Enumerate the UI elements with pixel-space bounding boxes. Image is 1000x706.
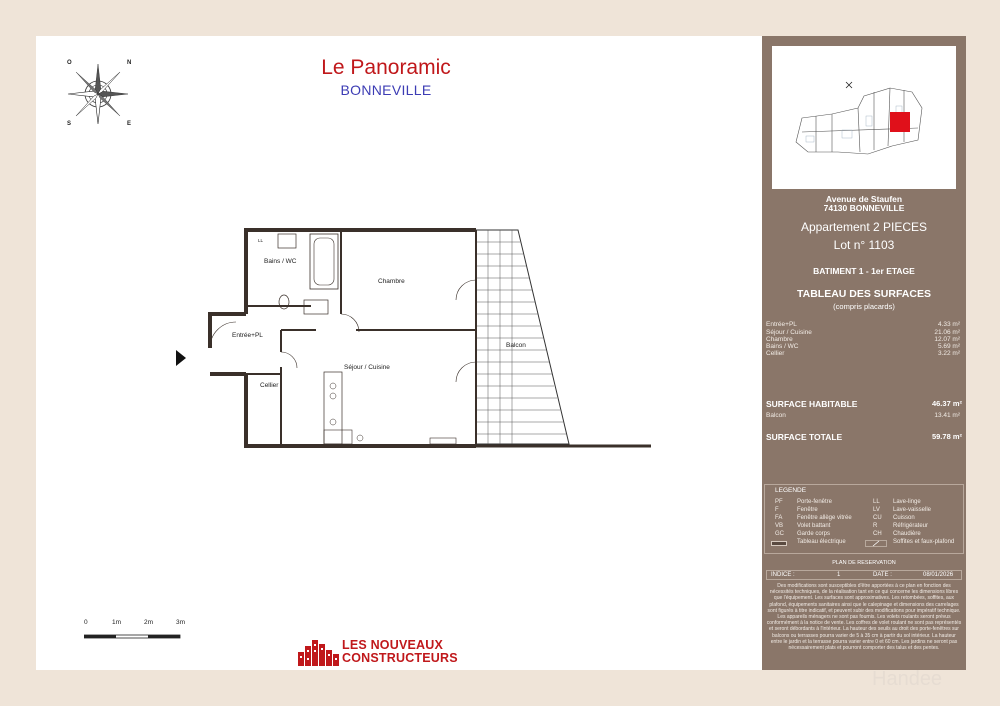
legend-code: CH (873, 531, 882, 537)
electrical-panel-icon (771, 541, 787, 546)
balcon-row (766, 412, 960, 419)
legend-code: F (775, 507, 779, 513)
scale-label-3m: 3m (176, 619, 186, 626)
surface-habitable-label: SURFACE HABITABLE (766, 399, 858, 409)
surface-habitable-value: 46.37 m² (931, 399, 962, 408)
surface-label: Cellier (766, 350, 785, 357)
reservation-title: PLAN DE RESERVATION (832, 560, 896, 566)
scale-label-0: 0 (84, 619, 88, 626)
residence-title: Le Panoramic (321, 56, 451, 79)
room-label-sejour: Séjour / Cuisine (344, 364, 390, 371)
balcon-value: 13.41 m² (934, 412, 960, 419)
balcon-label: Balcon (766, 412, 786, 419)
surface-value: 3.22 m² (937, 350, 960, 357)
legend-code: CU (873, 515, 882, 521)
key-plan-graphic (772, 46, 956, 189)
legend-text: Cuisson (893, 515, 915, 521)
surface-value: 12.07 m² (934, 336, 960, 343)
legend-code: R (873, 523, 878, 529)
legend-text: Lave-vaisselle (893, 507, 932, 513)
compass-rose-icon (62, 58, 134, 130)
legend-text: Fenêtre allège vitrée (797, 515, 852, 521)
logo-line2: CONSTRUCTEURS (342, 651, 458, 665)
building-floor: BATIMENT 1 - 1er ETAGE (813, 266, 915, 276)
index-value: 1 (837, 572, 841, 578)
legend-text: Lave-linge (893, 499, 921, 505)
room-label-bains: Bains / WC (264, 258, 297, 265)
legend-code: FA (775, 515, 783, 521)
date-value: 08/01/2026 (923, 572, 954, 578)
surface-label: Entrée+PL (766, 321, 797, 328)
info-panel (762, 36, 966, 670)
legend-box (764, 484, 964, 554)
compass-label-s: S (67, 121, 72, 127)
surface-value: 4.33 m² (937, 321, 960, 328)
compass-label-o: O (67, 60, 72, 66)
legend-text: Réfrigérateur (893, 523, 929, 529)
scale-label-2m: 2m (144, 619, 154, 626)
index-label: INDICE : (771, 572, 795, 578)
soffit-icon (865, 540, 887, 547)
legend-code: LL (873, 499, 880, 505)
legend-code: GC (775, 531, 784, 537)
surface-label: Chambre (766, 336, 793, 343)
compass-label-n: N (127, 60, 132, 66)
surface-table-title: TABLEAU DES SURFACES (797, 288, 931, 300)
date-label: DATE : (873, 572, 892, 578)
disclaimer-text: Des modifications sont susceptibles d'être apportées à ce plan en fonction des nécessités techniques, de la réalisation tant en ce qui concerne les dimensions libres que l'équipement. Les surfaces sont approximatives. Les retombées, soffites, aux plafond, équipements sanitaires ainsi que le calepinage et dimensions des carrelages sont figurés à titre indicatif, et peuvent subir des modifications pour impératif technique. Les appareils ménagers ne sont pas fournis. Les volets roulants seront prévus conformément à la notice de vente. Les coffres de volet roulant ne sont pas représentés et seront débordants à l'intérieur. La hauteur des seuils au droit des porte-fenêtres sur balcons ou terrasses pourra varier de 5 à 35 cm à partir du sol intérieur. La hauteur entre le jardin et la terrasse pourra varier entre 0 et 60 cm. Les jardins ne seront pas nécessairement plats et pourront comporter des talus et des pentes. (766, 583, 962, 652)
apartment-type: Appartement 2 PIECES (800, 220, 928, 234)
scale-bar (84, 619, 186, 646)
room-label-ll: LL (258, 238, 264, 243)
legend-text: Volet battant (797, 523, 831, 529)
surface-totale-value: 59.78 m² (931, 432, 962, 441)
surface-label: Séjour / Cuisine (766, 329, 812, 336)
plan-header (286, 56, 486, 98)
scale-bar-graphic (84, 633, 184, 641)
surface-row (766, 321, 960, 328)
compass-label-e: E (127, 121, 132, 127)
surface-value: 21.06 m² (934, 329, 960, 336)
building-key-plan (772, 46, 956, 189)
company-logo (298, 636, 478, 668)
address-line2: 74130 BONNEVILLE (823, 203, 905, 213)
logo-mark-icon (298, 638, 340, 666)
legend-text: Chaudière (893, 531, 921, 537)
plan-sheet (36, 36, 762, 670)
legend-text: Porte-fenêtre (797, 499, 833, 505)
surface-row (766, 336, 960, 343)
surface-habitable-row (766, 399, 962, 409)
surface-row (766, 343, 960, 350)
surface-label: Bains / WC (766, 343, 799, 350)
surface-row (766, 350, 960, 357)
legend-code: LV (873, 507, 880, 513)
legend-text: Soffites et faux-plafond (893, 539, 955, 545)
address-line1: Avenue de Staufen (825, 194, 903, 204)
surface-row (766, 329, 960, 336)
legend-text: Fenêtre (797, 507, 818, 513)
surface-table-subtitle: (compris placards) (833, 302, 895, 311)
index-date-row (766, 570, 962, 580)
lot-number: Lot n° 1103 (833, 238, 895, 252)
surface-totale-row (766, 432, 962, 442)
legend-code: VB (775, 523, 784, 529)
city-subtitle: BONNEVILLE (340, 82, 432, 98)
room-label-balcon: Balcon (506, 342, 526, 349)
room-label-chambre: Chambre (378, 278, 405, 285)
legend-title: LEGENDE (775, 487, 807, 494)
room-label-entree: Entrée+PL (232, 332, 263, 339)
surface-value: 5.69 m² (937, 343, 960, 350)
surface-totale-label: SURFACE TOTALE (766, 432, 843, 442)
logo-line1: LES NOUVEAUX (342, 638, 444, 652)
legend-text: Tableau électrique (797, 539, 846, 545)
legend-text: Garde corps (797, 531, 831, 537)
room-label-cellier: Cellier (260, 382, 279, 389)
watermark: Handee (872, 668, 943, 690)
scale-label-1m: 1m (112, 619, 122, 626)
legend-code: PF (775, 499, 783, 505)
